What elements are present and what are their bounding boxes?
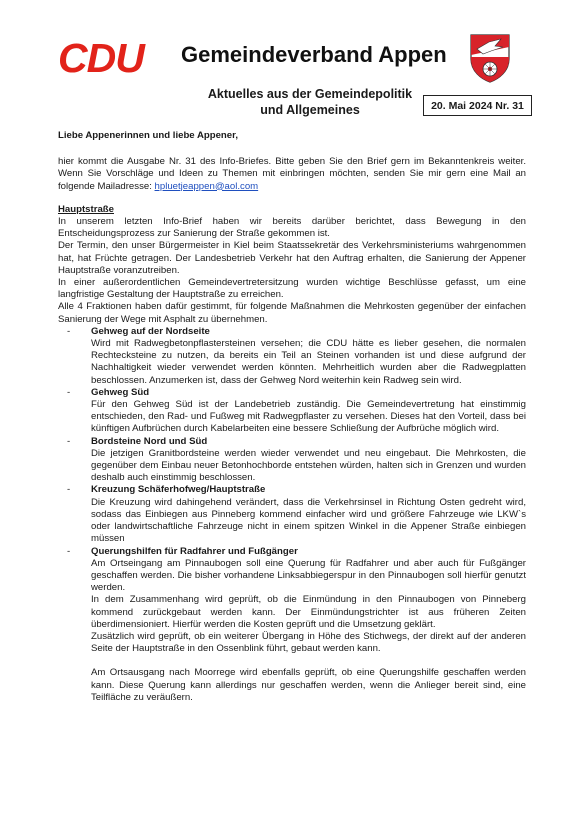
bullet-dash: - (67, 484, 71, 496)
paragraph: In unserem letzten Info-Brief haben wir bereits darüber berichtet, dass Bewegung in den Entscheidungsprozess zur Sanierung der Straße gekommen ist. (58, 216, 526, 240)
municipal-coat-of-arms-icon (469, 33, 511, 83)
bullet-title: Querungshilfen für Radfahrer und Fußgänger (91, 545, 298, 557)
bullet-text: Am Ortsausgang nach Moorrege wird ebenfalls geprüft, ob eine Querungshilfe geschaffen werden kann. Diese Querung kann allerdings nur geschaffen werden, wenn die Anlieger bereit sind, eine Teilfläche zu veräußern. (91, 667, 526, 703)
bullet-text: Wird mit Radwegbetonpflastersteinen versehen; die CDU hätte es lieber gesehen, die normalen Rechtecksteine zu nutzen, da bereits ein Teil an Steinen vorhanden ist und diese aufgrund der Nachhaltigkeit wieder verwendet werden könnten. Mehrheitlich wurden aber die Radwegplatten beschlossen. Anzumerken ist, dass der Gehweg Nord weiterhin kein Radweg sein wird. (91, 338, 526, 386)
bullet-text: Die jetzigen Granitbordsteine werden wieder verwendet und neu eingebaut. Die Mehrkosten, die gegenüber dem Einbau neuer Betonhochborde entstehen würden, halten sich in Grenzen und wurden deshalb auch einstimmig beschlossen. (91, 447, 526, 484)
intro-paragraph (58, 156, 526, 193)
bullet-title: Bordsteine Nord und Süd (91, 435, 208, 447)
bullet-dash: - (67, 435, 71, 447)
paragraph: Alle 4 Fraktionen haben dafür gestimmt, für folgende Maßnahmen die Mehrkosten gegenüber der einfachen Sanierung der Wege mit Asphalt zu übernehmen. (58, 301, 526, 325)
spacer (91, 655, 526, 667)
bullet-title: Gehweg Süd (91, 386, 150, 398)
bullet-text: In dem Zusammenhang wird geprüft, ob die Einmündung in den Pinnaubogen von Pinneberg kommend zurückgebaut werden kann. Der Einmündungstrichter ist aus früheren Zeiten überdimensioniert. Hierfür werden die Kosten geprüft und die Umsetzung geklärt. (91, 594, 526, 630)
bullet-dash: - (67, 325, 71, 337)
subtitle-line-1: Aktuelles aus der Gemeindepolitik (207, 87, 413, 101)
list-item (58, 326, 526, 387)
salutation: Liebe Appenerinnen und liebe Appener, (58, 130, 238, 141)
list-item (58, 387, 526, 436)
org-title: Gemeindeverband Appen (181, 42, 447, 67)
bullet-dash: - (67, 386, 71, 398)
bullet-dash: - (67, 545, 71, 557)
list-item (58, 546, 526, 704)
list-item (58, 436, 526, 485)
bullet-title: Kreuzung Schäferhofweg/Hauptstraße (91, 484, 266, 496)
bullet-text: Zusätzlich wird geprüft, ob ein weiterer Übergang in Höhe des Stichwegs, der direkt auf der anderen Seite der Hauptstraße in den Ossenblink führt, gebaut werden kann. (91, 630, 526, 655)
bullet-text: Für den Gehweg Süd ist der Landebetrieb zuständig. Die Gemeindevertretung hat einstimmig entschieden, den Rad- und Fußweg mit Radwegpflaster zu versehen. Dieses hat den Vorteil, dass bei künftigen Aufbrüchen durch Kabelarbeiten eine bessere Schließung der Aufbrüche möglich wird. (91, 399, 526, 435)
paragraph: Der Termin, den unser Bürgermeister in Kiel beim Staatssekretär des Verkehrsministeriums wahrgenommen hat, hat Früchte getragen. Der Landesbetrieb Verkehr hat den Auftrag erhalten, die Sanierung der Appener Hauptstraße voranzutreiben. (58, 240, 526, 276)
bullet-title: Gehweg auf der Nordseite (91, 325, 210, 337)
newsletter-subtitle (200, 86, 420, 118)
bullet-text: Am Ortseingang am Pinnaubogen soll eine Querung für Radfahrer und aber auch für Fußgänger geschaffen werden. Die bisher vorhandene Linksabbiegerspur in den Pinnaubogen soll hierfür genutzt werden. (91, 557, 526, 594)
measures-list (58, 326, 526, 704)
issue-date-box: 20. Mai 2024 Nr. 31 (423, 95, 532, 116)
intro-text: hier kommt die Ausgabe Nr. 31 des Info-Briefes. Bitte geben Sie den Brief gern im Bekanntenkreis weiter. Wenn Sie Vorschläge und Ideen zu Themen mit einbringen möchten, senden Sie mir gern eine Mail an folgende Mailadresse: (58, 156, 526, 192)
section-title: Hauptstraße (58, 203, 114, 215)
letter-body (58, 130, 526, 704)
subtitle-line-2: und Allgemeines (260, 103, 360, 117)
bullet-text: Die Kreuzung wird dahingehend verändert, dass die Verkehrsinsel in Richtung Osten gedreht wird, sodass das Einbiegen aus Pinneberg kommend einfacher wird und größere Fahrzeuge wie LKW`s oder landwirtschaftliche Fahrzeuge nicht in einem spitzen Winkel in die Appener Straße einbiegen müssen (91, 496, 526, 545)
list-item (58, 484, 526, 545)
paragraph: In einer außerordentlichen Gemeindevertretersitzung wurden wichtige Beschlüsse gefasst, um eine langfristige Gestaltung der Hauptstraße zu erreichen. (58, 277, 526, 301)
email-link[interactable]: hpluetjeappen@aol.com (154, 180, 259, 192)
cdu-logo: CDU (58, 35, 144, 81)
